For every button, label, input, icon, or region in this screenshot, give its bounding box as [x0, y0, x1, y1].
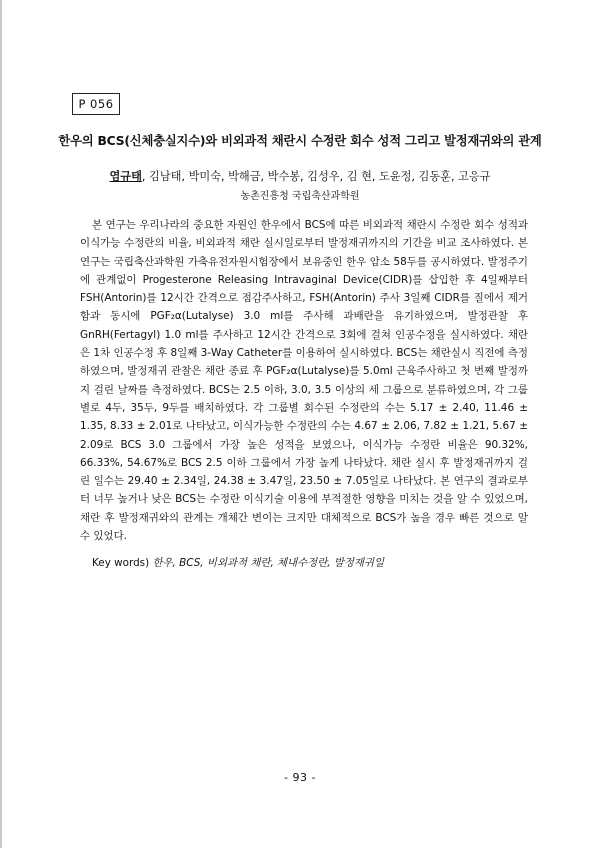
paper-title: 한우의 BCS(신체충실지수)와 비외과적 채란시 수정란 회수 성적 그리고 발정재귀와의 관계	[58, 134, 542, 148]
page-number: - 93 -	[284, 771, 316, 784]
abstract-body: 본 연구는 우리나라의 중요한 자원인 한우에서 BCS에 따른 비외과적 채란시 수정란 회수 성적과 이식가능 수정란의 비율, 비외과적 채란 실시일로부터 발정재귀까지의 기간을 비교 조사하였다. 본 연구는 국립축산과학원 가축유전자원시험장에서 보유중인 한우 암소 58두를 공시하였다. 발정주기에 관계없이 Progesterone Releasing Intravaginal Device(CIDR)를 삽입한 후 4일째부터 FSH(Antorin)를 12시간 간격으로 점감주사하고, FSH(Antorin) 주사 3일째 CIDR를 질에서 제거함과 동시에 PGF₂α(Lutalyse) 3.0 ml를 주사해 과배란을 유기하였으며, 발정관찰 후 GnRH(Fertagyl) 1.0 ml를 주사하고 12시간 간격으로 3회에 걸쳐 인공수정을 실시하였다. 채란은 1차 인공수정 후 8일째 3-Way Catheter를 이용하여 실시하였다. BCS는 채란실시 직전에 측정하였으며, 발정재귀 관찰은 채란 종료 후 PGF₂α(Lutalyse)를 5.0ml 근육주사하고 첫 번째 발정까지 걸린 날짜를 측정하였다. BCS는 2.5 이하, 3.0, 3.5 이상의 세 그룹으로 분류하였으며, 각 그룹별로 4두, 35두, 9두를 배치하였다. 각 그룹별 회수된 수정란의 수는 5.17 ± 2.40, 11.46 ± 1.35, 8.33 ± 2.01로 나타났고, 이식가능한 수정란의 수는 4.67 ± 2.06, 7.82 ± 1.21, 5.67 ± 2.09로 BCS 3.0 그룹에서 가장 높은 성적을 보였으나, 이식가능 수정란 비율은 90.32%, 66.33%, 54.67%로 BCS 2.5 이하 그룹에서 가장 높게 나타났다. 채란 실시 후 발정재귀까지 걸린 일수는 29.40 ± 2.34일, 24.38 ± 3.47일, 23.50 ± 7.05일로 나타났다. 본 연구의 결과로부터 너무 높거나 낮은 BCS는 수정란 이식기술 이용에 부적절한 영향을 미치는 것을 알 수 있었으며, 채란 후 발정재귀와의 관계는 개체간 변이는 크지만 대체적으로 BCS가 높을 경우 빠른 것으로 알 수 있었다.	[80, 219, 528, 543]
page-edge	[0, 0, 2, 848]
presenting-author: 염규태	[109, 170, 142, 183]
co-authors: , 김남태, 박미숙, 박해금, 박수봉, 김성우, 김 현, 도윤정, 김동훈, 고응규	[141, 170, 491, 183]
keywords	[92, 556, 532, 570]
affiliation: 농촌진흥청 국립축산과학원	[240, 191, 360, 202]
author-list	[40, 168, 560, 184]
abstract-code-box: P 056	[72, 93, 120, 115]
keywords-label: Key words)	[92, 557, 153, 569]
keywords-values: 한우, BCS, 비외과적 채란, 체내수정란, 발정재귀일	[152, 557, 385, 569]
